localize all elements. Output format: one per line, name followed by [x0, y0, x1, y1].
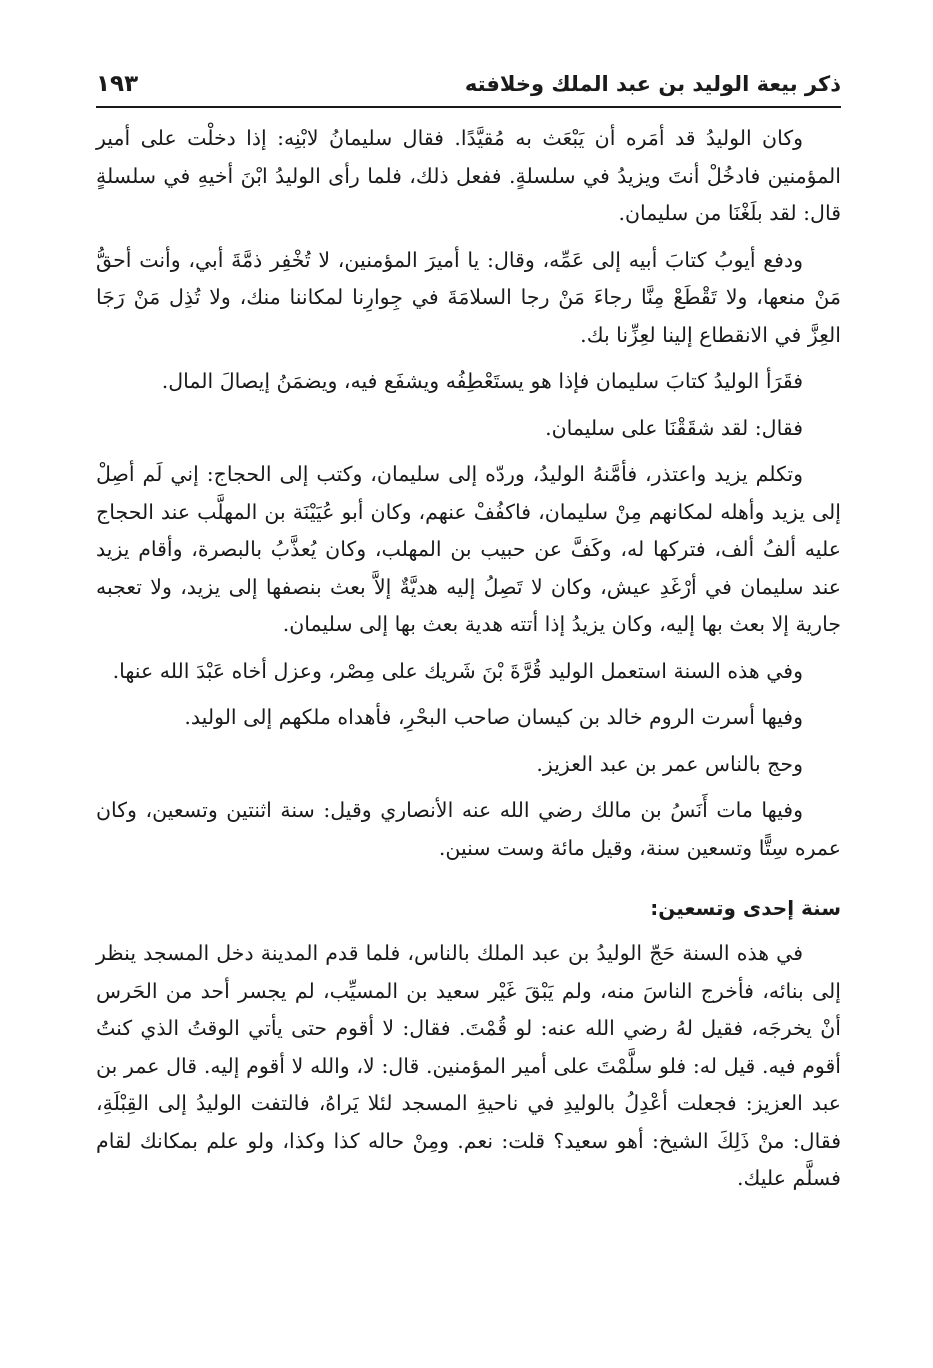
book-page	[96, 62, 841, 1207]
paragraph: فقَرَأ الوليدُ كتابَ سليمان فإذا هو يستَعْطِفُه ويشفَع فيه، ويضمَنُ إيصالَ المال.	[161, 369, 803, 393]
paragraph: وتكلم يزيد واعتذر، فأمَّنهُ الوليدُ، وردّه إلى سليمان، وكتب إلى الحجاج: إني لَم أصِلْ إلى يزيد وأهله لمكانهم مِنْ سليمان، فاكفُفْ عنهم، وكان أبو عُيَيْنَة بن المهلَّب عند الحجاج عليه ألفُ ألف، فتركها له، وكَفَّ عن حبيب بن المهلب، وكان يُعذَّبُ بالبصرة، وأقام يزيد عند سليمان في أرْغَدِ عيش، وكان لا تَصِلُ إليه هديَّةٌ إلاَّ بعث بنصفها إلى يزيد، ولا تعجبه جارية إلا بعث بها إليه، وكان يزيدُ إذا أتته هدية بعث بها إلى سليمان.	[96, 462, 841, 636]
paragraph: وفيها مات أَنَسُ بن مالك رضي الله عنه الأنصاري وقيل: سنة اثنتين وتسعين، وكان عمره سِتًّا وتسعين سنة، وقيل مائة وست سنين.	[96, 798, 841, 860]
paragraph: فقال: لقد شقَقْنَا على سليمان.	[545, 415, 803, 440]
paragraph: ودفع أيوبُ كتابَ أبيه إلى عَمِّه، وقال: يا أميرَ المؤمنين، لا تُخْفِر ذمَّةَ أبي، وأنت أحقُّ مَنْ منعها، ولا تَقْطَعْ مِنَّا رجاءَ مَنْ رجا السلامَةَ في جِوارِنا لمكاننا منك، ولا تُذِل مَنْ رَجَا العِزَّ في الانقطاع إلينا لعِزِّنا بك.	[96, 247, 841, 347]
paragraph: وفي هذه السنة استعمل الوليد قُرَّةَ بْنَ شَريك على مِصْر، وعزل أخاه عَبْدَ الله عنها.	[112, 658, 803, 683]
paragraph: وكان الوليدُ قد أمَره أن يَبْعَث به مُقيَّدًا. فقال سليمانُ لابْنِه: إذا دخلْت على أمير المؤمنين فادخُلْ أنتَ ويزيدُ في سلسلةٍ. ففعل ذلك، فلما رأى الوليدُ ابْنَ أخيهِ في سلسلةٍ قال: لقد بلَغْنَا من سليمان.	[96, 126, 841, 225]
paragraph: وحج بالناس عمر بن عبد العزيز.	[536, 751, 803, 776]
page-number: ١٩٣	[96, 71, 139, 97]
body-text-after	[96, 935, 841, 1198]
body-text-before	[96, 120, 841, 867]
running-header	[96, 62, 841, 108]
section-heading: سنة إحدى وتسعين:	[650, 896, 841, 920]
chapter-title: ذكر بيعة الوليد بن عبد الملك وخلافته	[464, 72, 841, 96]
paragraph: وفيها أسرت الروم خالد بن كيسان صاحب البحْرِ، فأهداه ملكهم إلى الوليد.	[184, 705, 803, 729]
paragraph: في هذه السنة حَجّ الوليدُ بن عبد الملك بالناس، فلما قدم المدينة دخل المسجد ينظر إلى بنائه، فأخرج الناسَ منه، ولم يَبْقَ غَيْر سعيد بن المسيِّب، لم يجسر أحد من الحَرس أنْ يخرجَه، فقيل لهُ رضي الله عنه: لو قُمْتَ. فقال: لا أقوم حتى يأتي الوقتُ الذي كنتُ أقوم فيه. قيل له: فلو سلَّمْتَ على أمير المؤمنين. قال: لا، والله لا أقوم إليه. قال عمر بن عبد العزيز: فجعلت أعْدِلُ بالوليدِ في ناحيةِ المسجد لئلا يَراهُ، فالتفت الوليدُ إلى القِبْلَةِ، فقال: منْ ذَلِكَ الشيخ: أهو سعيد؟ قلت: نعم. ومِنْ حاله كذا وكذا، ولو علم بمكانك لقام فسلَّم عليك.	[96, 941, 841, 1190]
